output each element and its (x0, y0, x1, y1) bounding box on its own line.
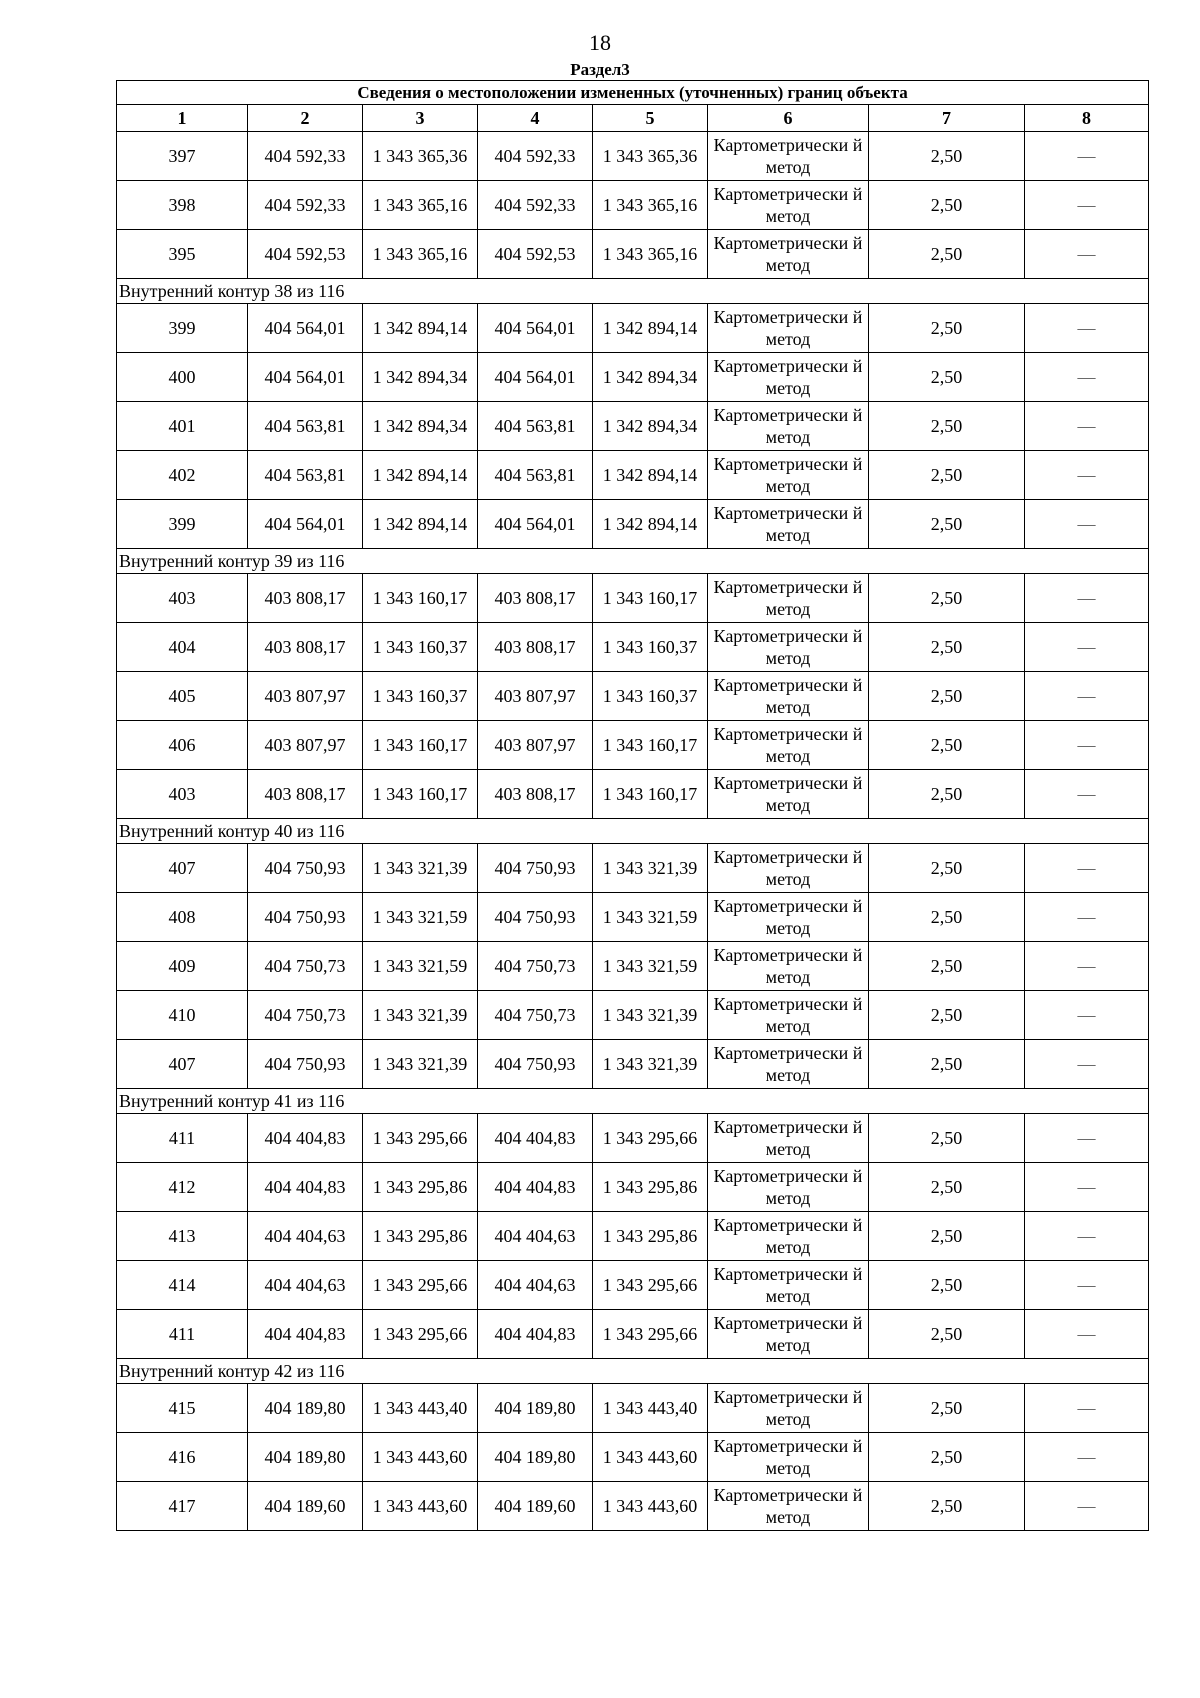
boundary-table (116, 80, 1149, 1531)
y-new-cell: 1 343 321,59 (593, 942, 708, 991)
contour-header-row (117, 1089, 1149, 1114)
y-new-cell: 1 343 321,39 (593, 844, 708, 893)
accuracy-cell: 2,50 (869, 942, 1025, 991)
x-old-cell: 404 564,01 (248, 500, 363, 549)
x-new-cell: 404 404,63 (478, 1261, 593, 1310)
x-old-cell: 404 563,81 (248, 451, 363, 500)
y-old-cell: 1 343 160,17 (363, 574, 478, 623)
column-number-header: 6 (708, 105, 869, 132)
x-new-cell: 404 564,01 (478, 304, 593, 353)
y-new-cell: 1 343 295,66 (593, 1261, 708, 1310)
x-new-cell: 404 564,01 (478, 500, 593, 549)
x-new-cell: 404 592,53 (478, 230, 593, 279)
column-number-header: 7 (869, 105, 1025, 132)
accuracy-cell: 2,50 (869, 402, 1025, 451)
table-row (117, 1384, 1149, 1433)
point-number-cell: 409 (117, 942, 248, 991)
accuracy-cell: 2,50 (869, 1114, 1025, 1163)
method-cell: Картометрически й метод (708, 1261, 869, 1310)
point-number-cell: 413 (117, 1212, 248, 1261)
method-cell: Картометрически й метод (708, 132, 869, 181)
accuracy-cell: 2,50 (869, 304, 1025, 353)
table-row (117, 132, 1149, 181)
method-cell: Картометрически й метод (708, 500, 869, 549)
table-row (117, 402, 1149, 451)
x-old-cell: 404 404,83 (248, 1114, 363, 1163)
x-old-cell: 404 189,60 (248, 1482, 363, 1531)
point-number-cell: 407 (117, 1040, 248, 1089)
method-cell: Картометрически й метод (708, 574, 869, 623)
table-row (117, 942, 1149, 991)
x-new-cell: 404 189,60 (478, 1482, 593, 1531)
description-cell: — (1025, 1261, 1149, 1310)
x-new-cell: 404 564,01 (478, 353, 593, 402)
x-old-cell: 404 592,33 (248, 132, 363, 181)
x-old-cell: 404 592,53 (248, 230, 363, 279)
y-old-cell: 1 343 443,40 (363, 1384, 478, 1433)
method-cell: Картометрически й метод (708, 672, 869, 721)
contour-label: Внутренний контур 38 из 116 (117, 279, 1149, 304)
accuracy-cell: 2,50 (869, 893, 1025, 942)
accuracy-cell: 2,50 (869, 353, 1025, 402)
x-new-cell: 403 808,17 (478, 623, 593, 672)
description-cell: — (1025, 132, 1149, 181)
table-row (117, 1163, 1149, 1212)
y-old-cell: 1 342 894,14 (363, 500, 478, 549)
table-row (117, 770, 1149, 819)
table-row (117, 721, 1149, 770)
method-cell: Картометрически й метод (708, 942, 869, 991)
method-cell: Картометрически й метод (708, 1163, 869, 1212)
point-number-cell: 401 (117, 402, 248, 451)
x-new-cell: 404 404,83 (478, 1163, 593, 1212)
table-row (117, 1261, 1149, 1310)
accuracy-cell: 2,50 (869, 500, 1025, 549)
x-old-cell: 403 807,97 (248, 672, 363, 721)
method-cell: Картометрически й метод (708, 770, 869, 819)
point-number-cell: 403 (117, 770, 248, 819)
description-cell: — (1025, 1482, 1149, 1531)
description-cell: — (1025, 451, 1149, 500)
x-new-cell: 404 189,80 (478, 1384, 593, 1433)
description-cell: — (1025, 1433, 1149, 1482)
accuracy-cell: 2,50 (869, 844, 1025, 893)
column-number-header: 3 (363, 105, 478, 132)
y-new-cell: 1 343 160,17 (593, 721, 708, 770)
accuracy-cell: 2,50 (869, 991, 1025, 1040)
column-number-header: 5 (593, 105, 708, 132)
description-cell: — (1025, 672, 1149, 721)
method-cell: Картометрически й метод (708, 1212, 869, 1261)
description-cell: — (1025, 623, 1149, 672)
y-old-cell: 1 343 365,16 (363, 181, 478, 230)
description-cell: — (1025, 304, 1149, 353)
table-row (117, 1482, 1149, 1531)
x-old-cell: 404 404,83 (248, 1163, 363, 1212)
point-number-cell: 402 (117, 451, 248, 500)
description-cell: — (1025, 1163, 1149, 1212)
contour-label: Внутренний контур 41 из 116 (117, 1089, 1149, 1114)
x-old-cell: 404 563,81 (248, 402, 363, 451)
accuracy-cell: 2,50 (869, 1212, 1025, 1261)
table-row (117, 1433, 1149, 1482)
x-new-cell: 403 807,97 (478, 672, 593, 721)
point-number-cell: 404 (117, 623, 248, 672)
point-number-cell: 412 (117, 1163, 248, 1212)
x-old-cell: 403 808,17 (248, 623, 363, 672)
y-new-cell: 1 343 321,39 (593, 991, 708, 1040)
table-row (117, 893, 1149, 942)
x-new-cell: 404 592,33 (478, 132, 593, 181)
description-cell: — (1025, 893, 1149, 942)
description-cell: — (1025, 1384, 1149, 1433)
point-number-cell: 403 (117, 574, 248, 623)
y-old-cell: 1 343 321,39 (363, 991, 478, 1040)
x-old-cell: 404 189,80 (248, 1433, 363, 1482)
x-old-cell: 404 750,93 (248, 844, 363, 893)
table-row (117, 991, 1149, 1040)
x-new-cell: 403 807,97 (478, 721, 593, 770)
accuracy-cell: 2,50 (869, 1310, 1025, 1359)
y-old-cell: 1 343 295,66 (363, 1261, 478, 1310)
contour-header-row (117, 279, 1149, 304)
accuracy-cell: 2,50 (869, 1482, 1025, 1531)
y-new-cell: 1 343 443,60 (593, 1482, 708, 1531)
x-new-cell: 404 404,83 (478, 1310, 593, 1359)
x-new-cell: 403 808,17 (478, 574, 593, 623)
x-new-cell: 404 750,93 (478, 1040, 593, 1089)
y-new-cell: 1 342 894,34 (593, 353, 708, 402)
x-new-cell: 404 404,63 (478, 1212, 593, 1261)
table-caption: Сведения о местоположении измененных (уточненных) границ объекта (117, 81, 1149, 105)
contour-header-row (117, 819, 1149, 844)
column-number-header: 1 (117, 105, 248, 132)
y-old-cell: 1 343 160,37 (363, 623, 478, 672)
method-cell: Картометрически й метод (708, 181, 869, 230)
description-cell: — (1025, 500, 1149, 549)
description-cell: — (1025, 402, 1149, 451)
method-cell: Картометрически й метод (708, 402, 869, 451)
table-row (117, 1310, 1149, 1359)
accuracy-cell: 2,50 (869, 230, 1025, 279)
y-new-cell: 1 343 365,16 (593, 230, 708, 279)
point-number-cell: 410 (117, 991, 248, 1040)
table-row (117, 304, 1149, 353)
y-new-cell: 1 343 443,60 (593, 1433, 708, 1482)
accuracy-cell: 2,50 (869, 672, 1025, 721)
contour-header-row (117, 1359, 1149, 1384)
y-new-cell: 1 343 295,66 (593, 1114, 708, 1163)
accuracy-cell: 2,50 (869, 721, 1025, 770)
y-old-cell: 1 343 365,16 (363, 230, 478, 279)
point-number-cell: 411 (117, 1310, 248, 1359)
accuracy-cell: 2,50 (869, 1163, 1025, 1212)
method-cell: Картометрически й метод (708, 1482, 869, 1531)
accuracy-cell: 2,50 (869, 1261, 1025, 1310)
table-row (117, 672, 1149, 721)
description-cell: — (1025, 721, 1149, 770)
point-number-cell: 415 (117, 1384, 248, 1433)
accuracy-cell: 2,50 (869, 770, 1025, 819)
x-old-cell: 404 404,63 (248, 1212, 363, 1261)
table-row (117, 574, 1149, 623)
description-cell: — (1025, 1212, 1149, 1261)
method-cell: Картометрически й метод (708, 1310, 869, 1359)
point-number-cell: 397 (117, 132, 248, 181)
x-new-cell: 404 189,80 (478, 1433, 593, 1482)
point-number-cell: 395 (117, 230, 248, 279)
accuracy-cell: 2,50 (869, 181, 1025, 230)
x-new-cell: 404 404,83 (478, 1114, 593, 1163)
table-row (117, 1040, 1149, 1089)
point-number-cell: 398 (117, 181, 248, 230)
y-new-cell: 1 343 160,37 (593, 623, 708, 672)
x-old-cell: 404 750,73 (248, 942, 363, 991)
method-cell: Картометрически й метод (708, 844, 869, 893)
y-old-cell: 1 342 894,34 (363, 402, 478, 451)
point-number-cell: 406 (117, 721, 248, 770)
y-new-cell: 1 343 160,17 (593, 574, 708, 623)
point-number-cell: 408 (117, 893, 248, 942)
y-new-cell: 1 343 295,86 (593, 1212, 708, 1261)
point-number-cell: 405 (117, 672, 248, 721)
x-old-cell: 404 750,93 (248, 1040, 363, 1089)
accuracy-cell: 2,50 (869, 1040, 1025, 1089)
method-cell: Картометрически й метод (708, 353, 869, 402)
x-new-cell: 404 750,73 (478, 942, 593, 991)
y-new-cell: 1 343 295,66 (593, 1310, 708, 1359)
y-new-cell: 1 343 295,86 (593, 1163, 708, 1212)
y-old-cell: 1 343 160,17 (363, 770, 478, 819)
description-cell: — (1025, 181, 1149, 230)
y-old-cell: 1 342 894,14 (363, 304, 478, 353)
y-old-cell: 1 343 321,59 (363, 942, 478, 991)
table-row (117, 1114, 1149, 1163)
table-row (117, 353, 1149, 402)
point-number-cell: 411 (117, 1114, 248, 1163)
y-old-cell: 1 343 160,17 (363, 721, 478, 770)
point-number-cell: 400 (117, 353, 248, 402)
y-old-cell: 1 343 295,86 (363, 1163, 478, 1212)
x-old-cell: 404 750,93 (248, 893, 363, 942)
description-cell: — (1025, 942, 1149, 991)
y-new-cell: 1 343 160,17 (593, 770, 708, 819)
x-old-cell: 404 404,63 (248, 1261, 363, 1310)
y-new-cell: 1 342 894,14 (593, 304, 708, 353)
y-old-cell: 1 343 443,60 (363, 1433, 478, 1482)
y-old-cell: 1 343 365,36 (363, 132, 478, 181)
x-new-cell: 403 808,17 (478, 770, 593, 819)
x-old-cell: 403 808,17 (248, 770, 363, 819)
method-cell: Картометрически й метод (708, 991, 869, 1040)
y-new-cell: 1 343 321,39 (593, 1040, 708, 1089)
x-old-cell: 404 592,33 (248, 181, 363, 230)
accuracy-cell: 2,50 (869, 451, 1025, 500)
y-old-cell: 1 343 160,37 (363, 672, 478, 721)
y-old-cell: 1 343 295,86 (363, 1212, 478, 1261)
method-cell: Картометрически й метод (708, 623, 869, 672)
column-number-header: 4 (478, 105, 593, 132)
method-cell: Картометрически й метод (708, 1384, 869, 1433)
x-old-cell: 403 807,97 (248, 721, 363, 770)
table-row (117, 623, 1149, 672)
method-cell: Картометрически й метод (708, 1114, 869, 1163)
x-old-cell: 404 564,01 (248, 353, 363, 402)
y-old-cell: 1 343 295,66 (363, 1310, 478, 1359)
method-cell: Картометрически й метод (708, 304, 869, 353)
method-cell: Картометрически й метод (708, 451, 869, 500)
description-cell: — (1025, 1040, 1149, 1089)
x-old-cell: 404 750,73 (248, 991, 363, 1040)
x-new-cell: 404 750,73 (478, 991, 593, 1040)
x-new-cell: 404 563,81 (478, 451, 593, 500)
y-old-cell: 1 343 321,39 (363, 1040, 478, 1089)
page-number: 18 (589, 30, 611, 55)
column-number-header: 2 (248, 105, 363, 132)
x-new-cell: 404 750,93 (478, 844, 593, 893)
table-row (117, 181, 1149, 230)
table-row (117, 1212, 1149, 1261)
accuracy-cell: 2,50 (869, 623, 1025, 672)
table-row (117, 451, 1149, 500)
table-row (117, 844, 1149, 893)
x-old-cell: 404 189,80 (248, 1384, 363, 1433)
description-cell: — (1025, 574, 1149, 623)
y-new-cell: 1 342 894,14 (593, 451, 708, 500)
x-new-cell: 404 563,81 (478, 402, 593, 451)
y-old-cell: 1 342 894,34 (363, 353, 478, 402)
table-row (117, 230, 1149, 279)
description-cell: — (1025, 991, 1149, 1040)
y-new-cell: 1 343 321,59 (593, 893, 708, 942)
method-cell: Картометрически й метод (708, 893, 869, 942)
y-new-cell: 1 343 365,16 (593, 181, 708, 230)
y-new-cell: 1 343 365,36 (593, 132, 708, 181)
y-new-cell: 1 343 443,40 (593, 1384, 708, 1433)
section-label: Раздел3 (570, 60, 630, 79)
description-cell: — (1025, 1310, 1149, 1359)
method-cell: Картометрически й метод (708, 721, 869, 770)
point-number-cell: 399 (117, 304, 248, 353)
point-number-cell: 417 (117, 1482, 248, 1531)
contour-label: Внутренний контур 40 из 116 (117, 819, 1149, 844)
point-number-cell: 416 (117, 1433, 248, 1482)
description-cell: — (1025, 1114, 1149, 1163)
point-number-cell: 407 (117, 844, 248, 893)
description-cell: — (1025, 230, 1149, 279)
point-number-cell: 399 (117, 500, 248, 549)
description-cell: — (1025, 844, 1149, 893)
y-new-cell: 1 342 894,14 (593, 500, 708, 549)
method-cell: Картометрически й метод (708, 1040, 869, 1089)
x-old-cell: 403 808,17 (248, 574, 363, 623)
x-old-cell: 404 564,01 (248, 304, 363, 353)
contour-label: Внутренний контур 39 из 116 (117, 549, 1149, 574)
y-old-cell: 1 342 894,14 (363, 451, 478, 500)
y-old-cell: 1 343 295,66 (363, 1114, 478, 1163)
table-row (117, 500, 1149, 549)
x-old-cell: 404 404,83 (248, 1310, 363, 1359)
y-new-cell: 1 342 894,34 (593, 402, 708, 451)
description-cell: — (1025, 770, 1149, 819)
method-cell: Картометрически й метод (708, 1433, 869, 1482)
accuracy-cell: 2,50 (869, 574, 1025, 623)
y-old-cell: 1 343 321,39 (363, 844, 478, 893)
column-number-header: 8 (1025, 105, 1149, 132)
method-cell: Картометрически й метод (708, 230, 869, 279)
contour-label: Внутренний контур 42 из 116 (117, 1359, 1149, 1384)
x-new-cell: 404 592,33 (478, 181, 593, 230)
x-new-cell: 404 750,93 (478, 893, 593, 942)
contour-header-row (117, 549, 1149, 574)
accuracy-cell: 2,50 (869, 1433, 1025, 1482)
description-cell: — (1025, 353, 1149, 402)
accuracy-cell: 2,50 (869, 1384, 1025, 1433)
y-old-cell: 1 343 443,60 (363, 1482, 478, 1531)
y-new-cell: 1 343 160,37 (593, 672, 708, 721)
accuracy-cell: 2,50 (869, 132, 1025, 181)
point-number-cell: 414 (117, 1261, 248, 1310)
y-old-cell: 1 343 321,59 (363, 893, 478, 942)
